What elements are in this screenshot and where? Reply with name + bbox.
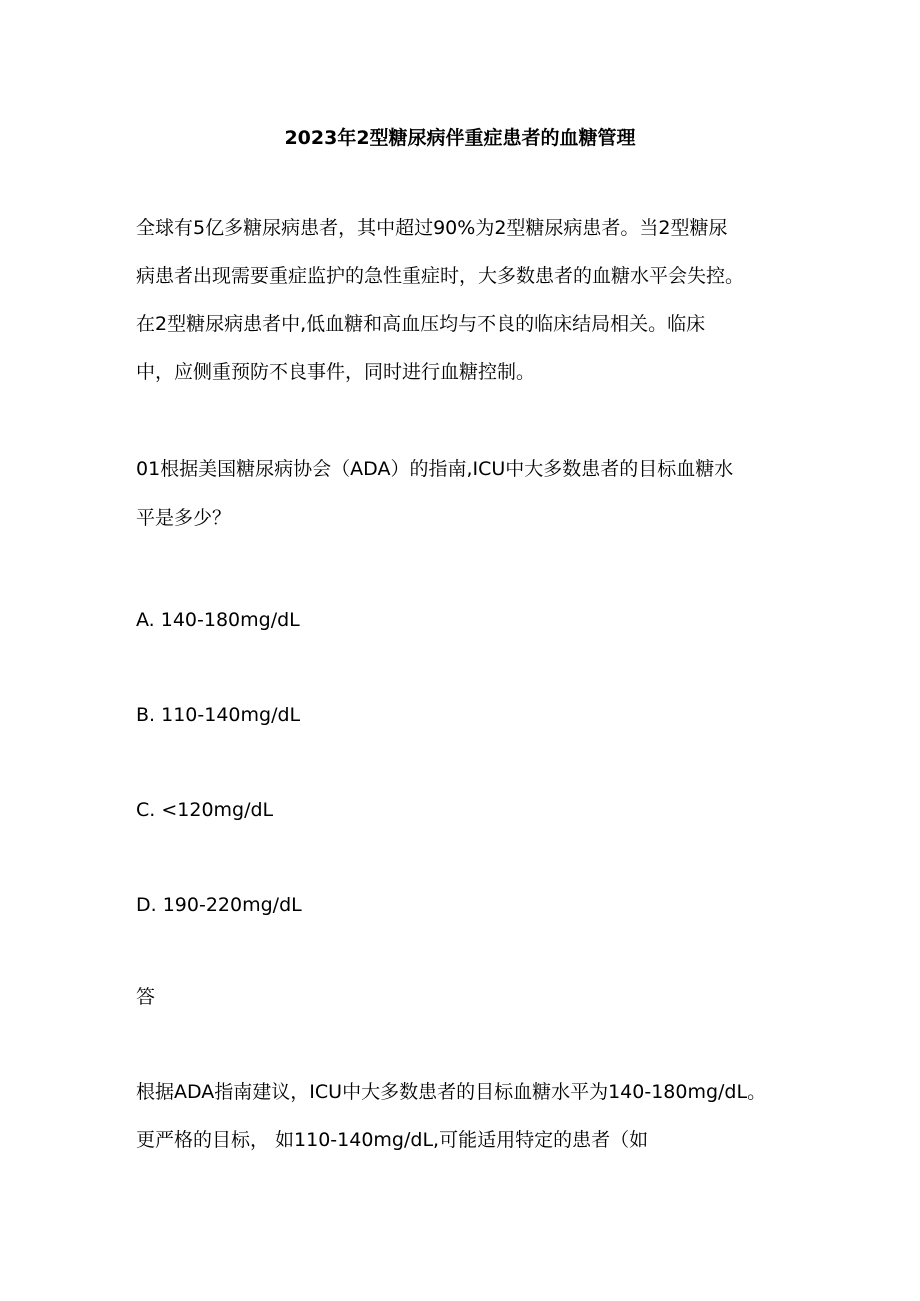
answer-label: 答 — [136, 986, 156, 1008]
document-title: 2023年2型糖尿病伴重症患者的血糖管理 — [284, 127, 636, 149]
intro-line-3: 在2型糖尿病患者中,低血糖和高血压均与不良的临床结局相关。临床 — [136, 313, 706, 335]
question-line-1: 01根据美国糖尿病协会（ADA）的指南,ICU中大多数患者的目标血糖水 — [136, 458, 734, 480]
option-a: A. 140-180mg/dL — [136, 609, 300, 631]
intro-line-1: 全球有5亿多糖尿病患者，其中超过90%为2型糖尿病患者。当2型糖尿 — [136, 217, 728, 239]
intro-line-2: 病患者出现需要重症监护的急性重症时，大多数患者的血糖水平会失控。 — [136, 265, 745, 287]
answer-line-2: 更严格的目标， 如110-140mg∕dL,可能适用特定的患者（如 — [136, 1129, 649, 1151]
question-line-2: 平是多少？ — [136, 507, 232, 529]
option-c: C. <120mg/dL — [136, 799, 274, 821]
answer-line-1: 根据ADA指南建议，ICU中大多数患者的目标血糖水平为140-180mg∕dL。 — [136, 1081, 767, 1103]
intro-line-4: 中，应侧重预防不良事件，同时进行血糖控制。 — [136, 361, 536, 383]
option-d: D. 190-220mg/dL — [136, 894, 302, 916]
option-b: B. 110-140mg/dL — [136, 704, 301, 726]
